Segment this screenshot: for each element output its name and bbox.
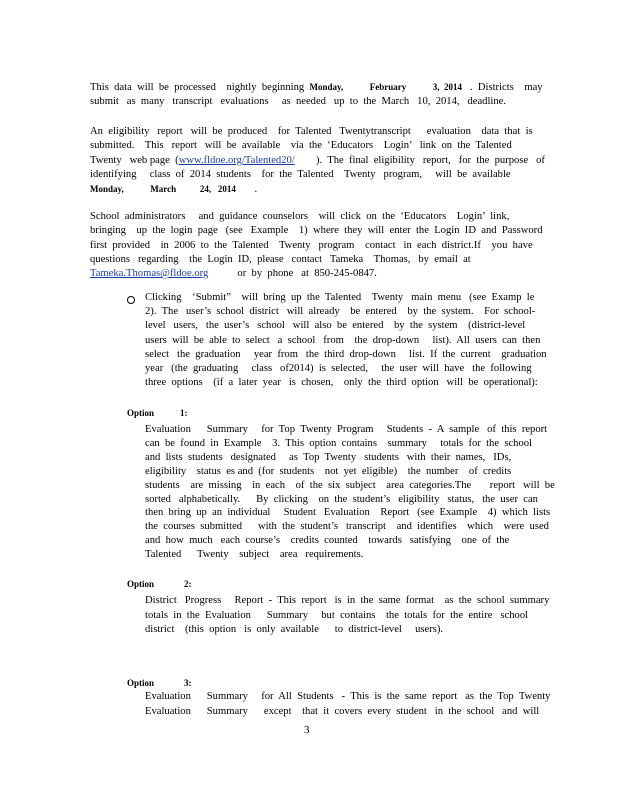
paragraph-line: District Progress Report - This report is in the same format as the school summary: [145, 595, 550, 606]
text-run: identifying class of 2014 students for the Talented Twenty program, will be available: [90, 168, 511, 180]
option-label: Option: [127, 408, 155, 418]
paragraph-line: students are missing in each of the six subject area categories.The report will be: [145, 479, 555, 491]
paragraph-line: level users, the user’s school will also be entered by the system (district-level: [145, 320, 526, 332]
paragraph-line: [90, 95, 543, 109]
bold-date-text: Monday,: [90, 184, 124, 195]
paragraph-line: the courses submitted with the student’s transcript and identifies which were used: [145, 521, 549, 533]
text-run: Twenty web page (: [90, 154, 179, 166]
sub-bullet-paragraph: [145, 291, 547, 390]
option-number: 1:: [180, 408, 188, 418]
option-2-paragraph: [145, 594, 549, 638]
bold-date-text: 24, 2014: [199, 184, 236, 195]
bullet-paragraph-2: [90, 125, 545, 197]
bold-date-text: February: [369, 82, 407, 92]
text-run: submitted. This report will be available via the ‘Educators Login’ link on the Talented: [90, 140, 512, 152]
text-run: submit as many transcript evaluations as needed up to the March 10, 2014, deadline.: [90, 96, 507, 108]
paragraph-line: [90, 239, 543, 253]
paragraph-line: [90, 154, 545, 168]
paragraph-line: 2). The user’s school district will already be entered by the system. For school-: [145, 306, 536, 318]
text-run: School administrators and guidance counselors will click on the ‘Educators Login’ link,: [90, 211, 510, 222]
text-run: [176, 184, 200, 195]
paragraph-line: select the graduation year from the third drop-down list. If the current graduation: [145, 348, 547, 360]
text-run: .: [235, 184, 258, 196]
paragraph-line: three options (if a later year is chosen, only the third option will be operational):: [145, 377, 538, 389]
paragraph-line: [90, 253, 543, 267]
paragraph-line: users will be able to select a school from the drop-down list). All users can then: [145, 334, 541, 346]
hollow-circle-bullet-icon: [127, 296, 135, 304]
bullet-paragraph-3: [90, 210, 543, 281]
text-run: . Districts may: [461, 82, 543, 93]
paragraph-line: [90, 125, 545, 139]
paragraph-line: Clicking ‘Submit” will bring up the Talented Twenty main menu (see Examp le: [145, 292, 535, 303]
option-label: Option: [127, 678, 155, 688]
paragraph-line: [90, 267, 543, 281]
paragraph-line: Evaluation Summary for All Students - This is the same report as the Top Twenty: [145, 691, 551, 702]
paragraph-line: district (this option is only available to district-level users).: [145, 624, 444, 635]
paragraph-line: [90, 224, 543, 238]
text-run: first provided in 2006 to the Talented Twenty program contact in each district.If you have: [90, 239, 533, 251]
paragraph-line: Evaluation Summary for Top Twenty Program Students - A sample of this report: [145, 424, 548, 435]
paragraph-line: [90, 139, 545, 153]
paragraph-line: and how much each course’s credits counted towards satisfying one of the: [145, 535, 510, 547]
paragraph-line: Talented Twenty subject area requirements.: [145, 549, 364, 561]
paragraph-line: [90, 168, 545, 182]
paragraph-line: [90, 182, 545, 197]
hyperlink[interactable]: Tameka.Thomas@fldoe.org: [90, 268, 209, 280]
paragraph-line: eligibility status es and (for students not yet eligible) the number of credits: [145, 465, 512, 477]
text-run: ). The final eligibility report, for the purpose of: [294, 154, 545, 166]
option-label: Option: [127, 579, 155, 589]
option-3-paragraph: [145, 690, 550, 719]
text-run: An eligibility report will be produced for Talented Twentytranscript evaluation data that is: [90, 126, 533, 137]
paragraph-line: and lists students designated as Top Twenty students with their names, IDs,: [145, 451, 512, 463]
bold-date-text: March: [150, 184, 177, 195]
hyperlink[interactable]: www.fldoe.org/Talented20/: [178, 154, 295, 166]
text-run: [124, 184, 150, 195]
bold-date-text: Monday,: [309, 82, 344, 92]
option-number: 3:: [184, 678, 192, 688]
text-run: [343, 82, 369, 93]
text-run: This data will be processed nightly beginning: [90, 82, 310, 93]
paragraph-line: sorted alphabetically. By clicking on the student’s eligibility status, the user can: [145, 493, 538, 505]
bullet-paragraph-1: [90, 80, 543, 110]
bold-date-text: 3, 2014: [432, 82, 462, 92]
text-run: questions regarding the Login ID, please contact Tameka Thomas, by email at: [90, 253, 471, 265]
option-3-heading: [127, 677, 192, 689]
option-1-heading: [127, 407, 188, 419]
paragraph-line: totals in the Evaluation Summary but contains the totals for the entire school: [145, 609, 529, 621]
option-1-paragraph: [145, 423, 555, 562]
option-number: 2:: [184, 579, 192, 589]
text-run: bringing up the login page (see Example 1) where they will enter the Login ID and Password: [90, 225, 543, 237]
paragraph-line: [90, 80, 543, 95]
page-number: 3: [304, 724, 310, 736]
option-2-heading: [127, 578, 192, 590]
paragraph-line: then bring up an individual Student Evaluation Report (see Example 4) which lists: [145, 507, 551, 519]
paragraph-line: [90, 210, 543, 224]
paragraph-line: year (the graduating class of2014) is selected, the user will have the following: [145, 363, 532, 375]
text-run: or by phone at 850-245-0847.: [208, 268, 377, 280]
paragraph-line: can be found in Example 3. This option contains summary totals for the school: [145, 437, 533, 449]
paragraph-line: Evaluation Summary except that it covers every student in the school and will: [145, 705, 540, 717]
text-run: [406, 82, 432, 93]
